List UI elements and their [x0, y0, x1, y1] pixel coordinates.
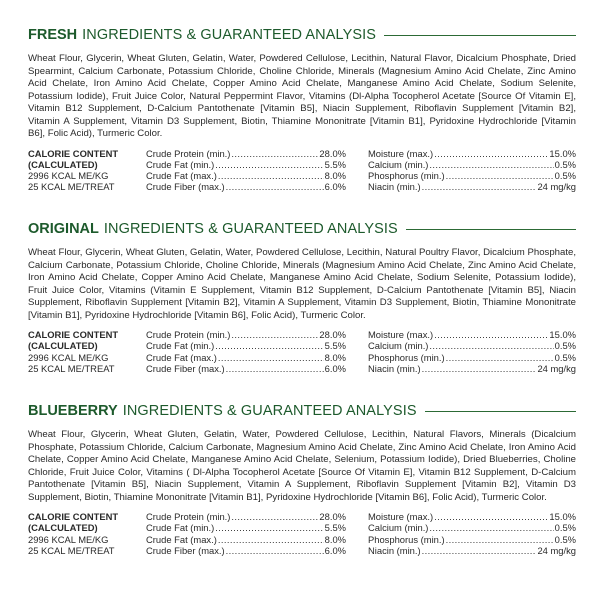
analysis-right: [368, 329, 576, 374]
analysis-row: [146, 511, 346, 522]
leader-dots: [422, 545, 537, 556]
ingredients-text: Wheat Flour, Glycerin, Wheat Gluten, Gelatin, Water, Powdered Cellulose, Lecithin, Natural Flavors, Minerals (Dicalcium Phosphate, Potassium Chloride, Calcium Carbonate, Magnesium Amino Acid Chelate, Zinc Amino Acid Chelate, Iron Amino Acid Chelate, Copper Amino Acid Chelate, Manganese Amino Acid Chelate, Selenium, Potassium Iodide), Dried Blueberries, Choline Chloride, Fruit Juice Color, Vitamins ( Dl-Alpha Tocopherol Acetate [Source Of Vitamin E], Vitamin B12 Supplement, D-Calcium Pantothenate [Vitamin B5], Niacin Supplement, Vitamin A Supplement, Riboflavin Supplement [Vitamin B2], Vitamin D3 Supplement, Biotin, Thiamine Mononitrate [Vitamin B1], Pyridoxine Hydrochloride [Vitamin B6], Folic Acid), Turmeric Color.: [28, 429, 576, 503]
leader-dots: [226, 181, 324, 192]
analysis-label: Crude Protein (min.): [146, 147, 231, 159]
analysis-value: 15.0%: [549, 329, 576, 340]
leader-dots: [215, 159, 323, 170]
variant-name: ORIGINAL: [28, 221, 99, 237]
calorie-content: [28, 511, 146, 556]
heading-rule: [425, 411, 576, 412]
calorie-per-treat: 25 KCAL ME/TREAT: [28, 544, 115, 556]
analysis-value: 15.0%: [549, 511, 576, 522]
analysis-row: [146, 148, 346, 159]
analysis-value: 8.0%: [324, 533, 346, 545]
analysis-row: [146, 159, 346, 170]
analysis-row: [146, 363, 346, 374]
analysis-value: 6.0%: [324, 362, 346, 374]
analysis-label: Crude Fat (max.): [146, 351, 217, 363]
calorie-per-kg: 2996 KCAL ME/KG: [28, 351, 109, 363]
analysis-label: Calcium (min.): [368, 522, 429, 534]
analysis-value: 8.0%: [324, 170, 346, 182]
leader-dots: [231, 148, 318, 159]
calorie-per-treat: 25 KCAL ME/TREAT: [28, 362, 115, 374]
analysis-left: [146, 511, 368, 556]
analysis-value: 6.0%: [324, 544, 346, 556]
analysis-right: [368, 511, 576, 556]
calorie-per-kg: 2996 KCAL ME/KG: [28, 533, 109, 545]
leader-dots: [434, 511, 548, 522]
leader-dots: [215, 340, 323, 351]
heading-text: INGREDIENTS & GUARANTEED ANALYSIS: [103, 221, 398, 237]
analysis-value: 28.0%: [319, 511, 346, 522]
section-blueberry: [28, 402, 576, 556]
analysis-value: 5.5%: [324, 158, 346, 170]
ingredients-text: Wheat Flour, Glycerin, Wheat Gluten, Gelatin, Water, Powdered Cellulose, Lecithin, Natural Flavor, Dicalcium Phosphate, Dried Spearmint, Calcium Carbonate, Potassium Chloride, Choline Chloride, Minerals (Magnesium Amino Acid Chelate, Zinc Amino Acid Chelate, Iron Amino Acid Chelate, Copper Amino Acid Chelate, Manganese Amino Acid Chelate, Sodium Selenite, Potassium Iodide), Fruit Juice Color, Natural Peppermint Flavor, Vitamins (Dl-Alpha Tocopherol Acetate [Source Of Vitamin E], Vitamin B12 Supplement, D-Calcium Pantothenate [Vitamin B5], Niacin Supplement, Riboflavin Supplement [Vitamin B2], Vitamin A Supplement, Vitamin D3 Supplement, Biotin, Thiamine Mononitrate [Vitamin B1], Pyridoxine Hydrochloride [Vitamin B6], Folic Acid), Turmeric Color.: [28, 53, 576, 139]
calorie-content: [28, 148, 146, 193]
leader-dots: [429, 159, 553, 170]
analysis-row: [146, 181, 346, 192]
analysis-value: 6.0%: [324, 181, 346, 193]
leader-dots: [231, 329, 318, 340]
analysis-label: Crude Fat (max.): [146, 533, 217, 545]
section-heading: [28, 220, 576, 238]
analysis-row: [368, 340, 576, 351]
analysis-label: Crude Fat (min.): [146, 340, 215, 352]
analysis-label: Niacin (min.): [368, 544, 421, 556]
analysis-left: [146, 329, 368, 374]
leader-dots: [422, 181, 537, 192]
analysis-left: [146, 148, 368, 193]
heading-rule: [384, 35, 576, 36]
leader-dots: [446, 170, 554, 181]
section-heading: [28, 26, 576, 44]
analysis-row: [146, 329, 346, 340]
heading-text: INGREDIENTS & GUARANTEED ANALYSIS: [122, 403, 417, 419]
analysis-row: [146, 522, 346, 533]
calorie-title: CALORIE CONTENT: [28, 329, 119, 340]
calorie-per-treat: 25 KCAL ME/TREAT: [28, 181, 115, 193]
analysis-row: [368, 181, 576, 192]
analysis-label: Moisture (max.): [368, 511, 434, 522]
calorie-subtitle: (CALCULATED): [28, 340, 98, 352]
leader-dots: [231, 511, 318, 522]
leader-dots: [226, 545, 324, 556]
leader-dots: [429, 522, 553, 533]
analysis-label: Crude Fat (max.): [146, 170, 217, 182]
analysis-label: Moisture (max.): [368, 147, 434, 159]
section-heading: [28, 402, 576, 420]
leader-dots: [422, 363, 537, 374]
analysis-row: [146, 340, 346, 351]
analysis-value: 24 mg/kg: [537, 362, 576, 374]
analysis-label: Calcium (min.): [368, 340, 429, 352]
leader-dots: [218, 170, 324, 181]
analysis-value: 28.0%: [319, 147, 346, 159]
analysis-label: Niacin (min.): [368, 362, 421, 374]
analysis-label: Phosphorus (min.): [368, 170, 445, 182]
leader-dots: [446, 352, 554, 363]
analysis-label: Calcium (min.): [368, 158, 429, 170]
analysis-value: 24 mg/kg: [537, 544, 576, 556]
analysis-label: Crude Fat (min.): [146, 522, 215, 534]
analysis-value: 0.5%: [554, 533, 576, 545]
analysis-label: Phosphorus (min.): [368, 351, 445, 363]
analysis-row: [146, 352, 346, 363]
analysis-row: [368, 170, 576, 181]
analysis-label: Moisture (max.): [368, 329, 434, 340]
analysis-label: Crude Protein (min.): [146, 511, 231, 522]
analysis-label: Crude Fiber (max.): [146, 362, 225, 374]
guaranteed-analysis: [28, 329, 576, 374]
heading-rule: [406, 229, 576, 230]
analysis-label: Crude Fiber (max.): [146, 544, 225, 556]
analysis-row: [146, 534, 346, 545]
leader-dots: [434, 148, 548, 159]
ingredients-text: Wheat Flour, Glycerin, Wheat Gluten, Gelatin, Water, Powdered Cellulose, Lecithin, Natural Poultry Flavor, Dicalcium Phosphate, Calcium Carbonate, Potassium Chloride, Choline Chloride, Minerals (Magnesium Amino Acid Chelate, Zinc Amino Acid Chelate, Iron Amino Acid Chelate, Copper Amino Acid Chelate, Manganese Amino Acid Chelate, Sodium Selenite, Potassium Iodide), Fruit Juice Color, Vitamins (Vitamin E Supplement, Vitamin B12 Supplement, D-Calcium Pantothenate [Vitamin B5], Niacin Supplement, Riboflavin Supplement [Vitamin B2], Vitamin A Supplement, Vitamin D3 Supplement, Biotin, Thiamine Mononitrate [Vitamin B1], Pyridoxine Hydrochloride [Vitamin B6], Folic Acid), Turmeric Color.: [28, 247, 576, 321]
heading-text: INGREDIENTS & GUARANTEED ANALYSIS: [82, 27, 377, 43]
analysis-label: Crude Fat (min.): [146, 158, 215, 170]
analysis-value: 0.5%: [554, 158, 576, 170]
leader-dots: [434, 329, 548, 340]
leader-dots: [218, 352, 324, 363]
guaranteed-analysis: [28, 511, 576, 556]
analysis-value: 0.5%: [554, 522, 576, 534]
guaranteed-analysis: [28, 148, 576, 193]
calorie-subtitle: (CALCULATED): [28, 522, 98, 534]
calorie-subtitle: (CALCULATED): [28, 158, 98, 170]
analysis-label: Phosphorus (min.): [368, 533, 445, 545]
analysis-label: Crude Protein (min.): [146, 329, 231, 340]
analysis-row: [368, 534, 576, 545]
section-original: [28, 220, 576, 374]
calorie-title: CALORIE CONTENT: [28, 511, 119, 522]
calorie-per-kg: 2996 KCAL ME/KG: [28, 170, 109, 182]
analysis-label: Niacin (min.): [368, 181, 421, 193]
section-fresh: [28, 26, 576, 193]
analysis-value: 5.5%: [324, 522, 346, 534]
leader-dots: [218, 534, 324, 545]
analysis-label: Crude Fiber (max.): [146, 181, 225, 193]
analysis-row: [368, 522, 576, 533]
variant-name: FRESH: [28, 27, 78, 43]
analysis-value: 8.0%: [324, 351, 346, 363]
analysis-value: 24 mg/kg: [537, 181, 576, 193]
leader-dots: [429, 340, 553, 351]
analysis-row: [146, 170, 346, 181]
analysis-right: [368, 148, 576, 193]
analysis-row: [146, 545, 346, 556]
analysis-row: [368, 329, 576, 340]
analysis-value: 0.5%: [554, 170, 576, 182]
analysis-value: 0.5%: [554, 340, 576, 352]
analysis-value: 28.0%: [319, 329, 346, 340]
analysis-value: 5.5%: [324, 340, 346, 352]
analysis-row: [368, 511, 576, 522]
analysis-value: 0.5%: [554, 351, 576, 363]
analysis-row: [368, 545, 576, 556]
calorie-content: [28, 329, 146, 374]
analysis-row: [368, 363, 576, 374]
leader-dots: [446, 534, 554, 545]
leader-dots: [215, 522, 323, 533]
variant-name: BLUEBERRY: [28, 403, 118, 419]
analysis-row: [368, 148, 576, 159]
analysis-value: 15.0%: [549, 147, 576, 159]
analysis-row: [368, 352, 576, 363]
leader-dots: [226, 363, 324, 374]
analysis-row: [368, 159, 576, 170]
calorie-title: CALORIE CONTENT: [28, 147, 119, 159]
